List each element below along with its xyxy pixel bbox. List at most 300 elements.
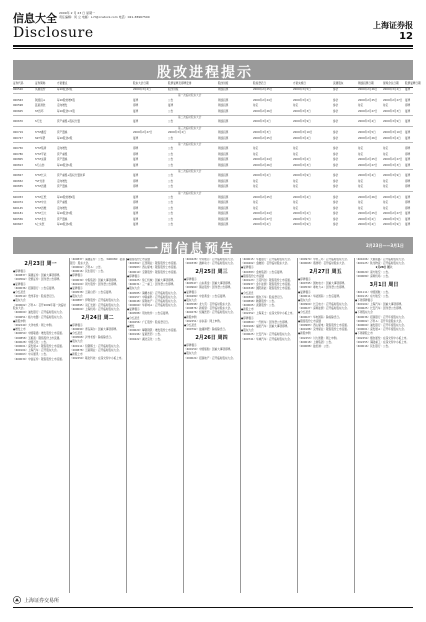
table-row — [13, 137, 413, 142]
news-item: （000001）深发展Ａ：限售股份上市流通。 — [13, 344, 65, 348]
table-cell: 参会 — [333, 109, 339, 113]
table-cell: 600053 — [13, 196, 23, 199]
news-column — [127, 258, 182, 588]
table-row — [13, 120, 413, 125]
table-cell: 复牌 — [405, 131, 411, 135]
table-cell: 复牌 — [133, 223, 139, 226]
table-cell: 每10股送1.5股 — [57, 109, 75, 113]
table-row — [13, 153, 413, 158]
table-cell: 待定 — [383, 185, 389, 189]
table-cell: 000563 — [13, 98, 23, 102]
table-cell: 000598 — [13, 104, 23, 108]
table-cell: 资产置换 — [57, 185, 68, 189]
news-column — [355, 258, 413, 588]
table-cell: 000780 — [13, 152, 23, 156]
table-cell: 参会 — [333, 163, 339, 167]
table-cell: 公告 — [168, 98, 174, 102]
table-cell: 2009年2月27日 — [383, 212, 403, 216]
table-cell: 股改进程 — [168, 88, 179, 91]
news-item: （000539）粤电力Ａ：因刊登公告停牌。 — [298, 286, 347, 290]
table-cell: 网络投票 — [218, 120, 229, 124]
date-heading: 2月26日 周四 — [195, 335, 228, 342]
table-cell: 每10股送2股 — [57, 223, 73, 226]
table-cell: 600074 — [13, 201, 23, 205]
news-item: （600887）伊利股份：召开临时股东大会。 — [70, 299, 122, 303]
table-cell: 网络投票 — [218, 185, 229, 189]
table-cell: 2009年2月27日 — [133, 131, 153, 135]
news-item: ●下周停牌提示 — [355, 298, 373, 302]
news-item: （002249）大洋电机：网上申购。 — [13, 324, 55, 328]
table-header-cell: 现场会议日期 — [383, 82, 399, 85]
table-cell: 参会 — [333, 152, 339, 156]
table-cell: 2009年2月27日 — [253, 217, 273, 221]
table-row — [13, 196, 413, 201]
news-item: （000422）湖北宜化：公告。 — [127, 337, 163, 341]
table-cell: 网络投票 — [218, 206, 229, 210]
news-item: （000895）双汇发展：召开临时股东大会。 — [70, 303, 122, 307]
table-cell: 复牌 — [405, 217, 411, 221]
table-cell: 待定 — [358, 152, 364, 156]
table-cell: 2009年2月26日 — [358, 196, 378, 199]
news-item: （600383）金地集团：公告后复牌。 — [241, 270, 285, 274]
news-item: （600111）包钢稀土：召开临时股东大会。 — [70, 344, 122, 348]
news-item: ●股东大会 — [184, 352, 197, 356]
table-cell: 复牌 — [405, 196, 411, 199]
table-cell: 2009年2月25日 — [358, 98, 378, 102]
table-cell: 停牌 — [405, 147, 411, 151]
news-item: ●下周股东大会 — [355, 311, 373, 315]
table-cell: 2009年3月9日 — [293, 174, 311, 178]
table-cell: S天山纺 — [35, 163, 45, 167]
news-item: ●增发 — [127, 325, 135, 328]
issue-date-line: 2009年 2 月 23 日 星期一 — [59, 11, 96, 15]
news-item: ●分红派息 — [70, 332, 83, 336]
news-item: （600030）中信证券：限售股份上市流通。 — [13, 357, 65, 361]
table-cell: 停牌 — [405, 104, 411, 108]
table-cell: 定向增发 — [57, 179, 68, 183]
news-item: （600050）中国联通：增发股份上市流通。 — [13, 332, 65, 336]
table-cell: 参会 — [333, 206, 339, 210]
news-item: （002254）烟台氨纶：在深交所中小板上市。 — [355, 336, 409, 340]
table-cell: 2009年3月2日 — [293, 158, 311, 162]
news-column — [184, 258, 239, 588]
date-heading: 2月23日 周一 — [24, 261, 57, 267]
table-cell: 公告 — [168, 174, 174, 178]
news-item: （000402）金融街：召开临时股东大会。 — [241, 262, 290, 266]
table-cell: 2009年3月3日 — [383, 109, 401, 113]
table-cell: 2009年2月24日 — [253, 158, 273, 162]
table-cell: 2009年2月25日 — [253, 196, 273, 199]
news-item: （600795）国电电力：因重大事项停牌。 — [298, 282, 347, 286]
table-cell: 参会 — [333, 212, 339, 216]
news-item: （600690）青岛海尔：因重大事项停牌。 — [70, 327, 119, 331]
table-cell: 参会 — [333, 104, 339, 108]
table-cell: 复牌 — [133, 174, 139, 178]
table-cell: 2009年3月10日 — [383, 131, 403, 135]
table-row — [13, 185, 413, 190]
news-item: ●复牌提示 — [13, 282, 26, 286]
table-cell: 2009年3月9日 — [293, 120, 311, 124]
news-item: （000858）五粮液：限售股份上市流通。 — [13, 336, 62, 340]
table-cell: 公告 — [168, 147, 174, 151]
table-cell: 网络投票 — [218, 147, 229, 151]
table-header-cell: 股改进度 — [218, 82, 229, 85]
table-cell: 网络投票 — [218, 136, 229, 140]
table-cell: 凤凰股份 — [35, 88, 46, 91]
news-item: （000425）徐工机械：因重大事项停牌。 — [127, 278, 176, 282]
news-item: ●停牌提示 — [241, 316, 254, 320]
column-divider — [183, 258, 184, 593]
table-cell: 参会 — [333, 158, 339, 162]
table-cell: 待定 — [358, 147, 364, 151]
news-item: （600150）中国船舶：因重大事项停牌。 — [184, 348, 233, 352]
table-cell: 网络投票 — [218, 212, 229, 216]
news-item: （000792）盐湖钾肥：除权除息日。 — [184, 328, 228, 332]
table-header-cell: 方案实施日 — [293, 82, 306, 85]
news-item: ●股东大会 — [241, 329, 254, 333]
news-item: ●复牌提示 — [298, 290, 311, 294]
news-item: （600018）上港集团：公告。 — [298, 340, 334, 344]
news-item: （600011）华能国际：公告后复牌。 — [298, 294, 342, 298]
news-item: ●停牌提示 — [13, 270, 26, 273]
news-item: （002255）海陆重工：在深交所中小板上市。 — [355, 340, 409, 344]
table-cell: S*ST四维 — [35, 206, 47, 210]
table-cell: 2009年3月3日 — [293, 109, 311, 113]
table-cell: 2009年3月2日 — [253, 174, 271, 178]
news-column — [298, 258, 353, 588]
table-cell: 公告 — [168, 196, 174, 199]
table-cell: 000719 — [13, 131, 23, 135]
table-cell: 复牌 — [168, 104, 174, 108]
news-item: （000898）鞍钢股份：公告。 — [241, 299, 277, 303]
table-cell: 待定 — [358, 206, 364, 210]
news-item: （600029）南方航空：公告。 — [355, 270, 391, 274]
table-cell: 公告 — [168, 206, 174, 210]
table-cell: 参会 — [333, 196, 339, 199]
table-cell: 公告 — [168, 136, 174, 140]
table-cell: 2009年2月27日 — [358, 109, 378, 113]
table-cell: 资产重组+股权分置改革 — [57, 174, 86, 178]
table-cell: 停牌 — [133, 147, 139, 151]
news-item: （002252）上海莱士：在深交所中小板上市。 — [241, 312, 295, 316]
date-heading: 2月28日 周六 — [375, 266, 393, 270]
column-divider — [240, 258, 241, 593]
table-cell: 待定 — [253, 152, 259, 156]
table-cell: 复牌 — [405, 109, 411, 113]
news-item: （000002）万科Ａ：召开年度股东大会。 — [355, 319, 404, 323]
news-item: （000039）中集集团：因重大事项停牌。 — [70, 278, 119, 282]
table-cell: 每10股转增2股 — [57, 196, 75, 199]
column-divider — [297, 258, 298, 593]
news-item: （600027）华电国际：除权除息日。 — [298, 315, 342, 319]
table-cell: 复牌 — [133, 109, 139, 113]
table-cell: 复牌 — [405, 174, 411, 178]
table-cell: 2009年3月9日 — [383, 120, 401, 124]
news-item: （000001）深发展Ａ：召开年度股东大会。 — [355, 328, 407, 332]
table-cell: S*ST中达 — [35, 201, 47, 205]
table-cell: 公告 — [168, 152, 174, 156]
table-cell: 网络投票 — [218, 158, 229, 162]
news-item: （600519）贵州茅台：股权登记日。 — [13, 295, 57, 299]
table-header-cell: 股票复牌及停牌安排 — [168, 82, 192, 85]
table-cell: 2009年3月10日 — [293, 131, 313, 135]
table-cell: 2009年3月9日 — [293, 223, 311, 226]
table-cell: 公告 — [168, 201, 174, 205]
table-cell: 2009年3月4日 — [358, 120, 376, 124]
news-item: ●分红派息 — [13, 290, 26, 294]
news-item: ●限售股份上市流通 — [298, 319, 322, 323]
news-item: ●限售股份上市流通 — [127, 258, 151, 261]
table-row — [13, 147, 413, 152]
news-item: ●停牌提示 — [298, 277, 311, 281]
table-cell: 2009年2月27日 — [383, 158, 403, 162]
table-cell: 第一次临时股东大会 — [178, 94, 202, 98]
table-cell: 网络投票 — [218, 179, 229, 183]
table-cell: 复牌 — [133, 163, 139, 167]
table-cell: 600607 — [13, 223, 23, 226]
news-item: （600741）华域汽车：召开临时股东大会。 — [241, 337, 293, 341]
news-item: （000970）中科三环：召开临时股东大会。 — [298, 258, 350, 261]
news-item: （600598）北大荒：召开临时股东大会。 — [184, 303, 233, 307]
news-item: （600188）兖州煤业：限售股份上市流通。 — [298, 328, 350, 332]
table-cell: 资产重组 — [57, 201, 68, 205]
table-cell: 陕国投Ａ — [35, 98, 46, 102]
table-row — [13, 131, 413, 136]
news-item: （000876）新希望：召开临时股东大会。 — [184, 307, 233, 311]
issue-info — [59, 11, 150, 19]
table-cell: 待定 — [293, 179, 299, 183]
date-heading: 2月24日 周二 — [81, 314, 114, 321]
news-item: （600428）中远航运：召开临时股东大会。 — [184, 258, 236, 261]
table-cell: 公告 — [168, 158, 174, 162]
column-divider — [126, 258, 127, 593]
table-cell: 每10股送1股 — [57, 163, 73, 167]
table-cell: S*ST四通 — [35, 185, 47, 189]
table-cell: 复牌 — [405, 120, 411, 124]
table-row — [13, 88, 413, 93]
table-cell: 2009年2月25日 — [358, 212, 378, 216]
news-item: （600036）招商银行：召开年度股东大会。 — [355, 315, 407, 319]
news-item: ●股东大会 — [70, 340, 83, 344]
table-cell: 2009年3月5日 — [383, 217, 401, 221]
sse-notice — [13, 596, 143, 605]
table-cell: 网络投票 — [218, 201, 229, 205]
table-cell: S*ST江纸 — [35, 196, 47, 199]
weekly-date-range: 2月23日——3月1日 — [366, 243, 404, 248]
table-cell: *ST龙涤 — [35, 179, 45, 183]
news-item: ●新股上市 — [241, 308, 254, 312]
news-item: ●复牌提示 — [127, 308, 140, 312]
masthead-rule — [13, 45, 413, 47]
disclosure-heading: Disclosure — [13, 25, 94, 41]
editor-line: 责任编辑：何 立 电邮：L.H@cnstock.com 电话：021-38967500 — [59, 15, 150, 19]
table-row — [13, 158, 413, 163]
table-cell: 待定 — [293, 104, 299, 108]
table-cell: 2009年2月24日 — [253, 212, 273, 216]
news-item: （000088）盐田港：公告。 — [298, 344, 332, 348]
table-cell: 600556 — [13, 217, 23, 221]
news-item: （600036）招商银行：公告后复牌。 — [13, 286, 57, 290]
news-item: （600031）三一重工：因刊登公告停牌。 — [127, 283, 176, 287]
table-cell: S*ST集琦 — [35, 147, 47, 151]
table-cell: 2009年2月26日 — [253, 163, 273, 167]
table-cell: S天发 — [35, 120, 42, 124]
news-item: （000625）长安汽车：因刊登公告停牌。 — [355, 307, 404, 311]
table-cell: 停牌 — [405, 179, 411, 183]
table-cell: 000835 — [13, 185, 23, 189]
table-cell: 复牌 — [405, 136, 411, 140]
table-cell: 2009年2月26日 — [253, 109, 273, 113]
table-cell: 待定 — [358, 104, 364, 108]
masthead-rule-thin — [13, 48, 413, 49]
table-cell: 资产重组+股权分置 — [57, 120, 80, 124]
table-cell: 复牌 — [405, 98, 411, 102]
newspaper-name: 上海证券报 — [373, 20, 413, 30]
table-cell: 公告 — [168, 217, 174, 221]
table-cell: 停牌 — [133, 179, 139, 183]
table-cell: 停牌 — [405, 206, 411, 210]
news-item: （000002）万科Ａ：召开2009年第一次临时股东大会。 — [13, 303, 66, 311]
table-cell: 网络投票 — [218, 174, 229, 178]
table-cell: 参会 — [333, 147, 339, 151]
table-row — [13, 218, 413, 223]
table-cell: 第一次临时股东大会 — [178, 191, 202, 195]
news-item: （600015）华夏银行：召开临时股东大会。 — [241, 258, 293, 261]
news-item: （000157）中联重科：召开临时股东大会。 — [127, 295, 179, 299]
table-row — [13, 110, 413, 115]
table-row — [13, 212, 413, 217]
table-cell: 停牌 — [133, 201, 139, 205]
table-cell: 待定 — [253, 201, 259, 205]
news-item: （002253）川大智胜：网上申购。 — [298, 336, 340, 340]
table-cell: 2009年3月2日 — [293, 212, 311, 216]
table-cell: 资产置换 — [57, 217, 68, 221]
table-header-cell: 股权登记日 — [253, 82, 266, 85]
news-item: ●股东大会 — [298, 298, 311, 302]
sse-logo-icon — [13, 596, 21, 604]
table-cell: 停牌 — [405, 201, 411, 205]
table-cell: 2009年2月25日 — [253, 88, 273, 91]
table-cell: 复牌 — [133, 158, 139, 162]
table-cell: 网络投票 — [218, 109, 229, 113]
table-cell: 待定 — [383, 152, 389, 156]
table-cell: 2009年2月27日 — [383, 98, 403, 102]
table-cell: SST华塑 — [35, 136, 46, 140]
table-cell: 待定 — [253, 147, 259, 151]
table-cell: 2009年3月4日 — [293, 136, 311, 140]
table-cell: 复牌 — [133, 196, 139, 199]
table-cell: 公告 — [168, 179, 174, 183]
table-cell: 网络投票 — [218, 217, 229, 221]
table-row — [13, 207, 413, 212]
news-item: （600115）东方航空：公告。 — [355, 294, 391, 298]
table-cell: 2009年2月25日 — [358, 158, 378, 162]
table-cell: 待定 — [358, 201, 364, 205]
news-item: ●股东大会 — [127, 287, 140, 291]
sse-name: 上海证券交易所 — [24, 598, 60, 604]
table-header-cell: 股票复牌日期 — [405, 82, 421, 85]
news-item: （600348）国阳新能：限售股份上市流通。 — [241, 287, 293, 291]
table-cell: 参会 — [333, 136, 339, 140]
news-item: （002250）联化科技：在深交所中小板上市。 — [70, 357, 124, 361]
news-item: ●新股上市 — [70, 352, 83, 356]
news-item: （000069）华侨城Ａ：召开临时股东大会。 — [127, 304, 179, 308]
news-item: （600048）保利地产：召开临时股东大会。 — [127, 299, 179, 303]
table-cell: 复牌 — [405, 212, 411, 216]
table-header-cell: 股东大会日期 — [133, 82, 149, 85]
news-item: （600256）广汇股份：股权登记日。 — [127, 320, 171, 324]
news-item: （601006）大秦铁路：召开临时股东大会。 — [355, 258, 407, 261]
table-cell: 2009年3月5日 — [293, 88, 311, 91]
table-cell: 参会 — [333, 120, 339, 124]
news-item: （600900）长江电力：召开临时股东大会。 — [298, 303, 350, 307]
news-item: （000629）攀钢钢钒：增发股份上市流通。 — [127, 329, 179, 333]
table-cell: 停牌 — [405, 185, 411, 189]
news-item: ●停牌提示 — [184, 277, 197, 281]
table-cell: 停牌 — [405, 152, 411, 156]
table-cell: 资产重组 — [57, 152, 68, 156]
table-cell: 2009年3月3日 — [383, 163, 401, 167]
table-cell: 定向增发 — [57, 104, 68, 108]
table-cell: 资产置换 — [57, 131, 68, 135]
news-item: （600100）同方股份：因刊登公告停牌。 — [70, 282, 119, 286]
news-column — [13, 258, 68, 588]
news-item: ●新股申购 — [298, 332, 311, 336]
news-item: （000960）锡业股份：因刊登公告停牌。 — [184, 286, 233, 290]
table-cell: S*ST炎黄 — [35, 158, 47, 162]
table-cell: 2009年2月24日 — [253, 98, 273, 102]
table-cell: 2009年2月25日 — [253, 136, 273, 140]
news-item: ●分红派息 — [127, 316, 140, 320]
table-cell: 600145 — [13, 206, 23, 210]
table-cell: 公告 — [168, 120, 174, 124]
table-cell: 000832 — [13, 179, 23, 183]
column-divider — [354, 258, 355, 593]
table-cell: 停牌 — [133, 185, 139, 189]
table-cell: S*ST平能 — [35, 152, 47, 156]
news-item: （600837）海通证券：公告。（600036）招商银行：股东大会。 — [70, 258, 125, 265]
news-item: ●增发上市 — [13, 328, 26, 332]
table-cell: 参会 — [333, 179, 339, 183]
news-item: ●股东大会 — [70, 295, 83, 299]
news-item: ●分红派息 — [241, 291, 254, 295]
news-item: （600588）用友软件：公告后复牌。 — [127, 312, 171, 316]
news-item: （600547）山东黄金：因重大事项停牌。 — [184, 282, 233, 286]
table-cell: 2009年3月4日 — [383, 136, 401, 140]
table-row — [13, 99, 413, 104]
news-item: ●分红派息 — [184, 324, 197, 328]
table-cell: 定向增发 — [57, 206, 68, 210]
news-item: （600028）中国石化：公告。 — [13, 340, 49, 344]
news-item: （600104）上海汽车：召开股东大会。 — [13, 349, 60, 353]
news-item: ●新股申购 — [13, 319, 26, 323]
news-item: （600005）武钢股份：公告。 — [241, 304, 277, 308]
news-item: （600196）复星医药：公告。 — [127, 333, 163, 337]
news-item: ●复牌提示 — [241, 266, 254, 270]
table-row — [13, 174, 413, 179]
news-item: ●股东大会 — [184, 298, 197, 302]
table-cell: 600181 — [13, 212, 23, 216]
news-item: （600016）民生银行：公告。 — [355, 344, 391, 348]
table-cell: 2009年3月2日 — [133, 88, 151, 91]
table-cell: 待定 — [358, 179, 364, 183]
news-item: （002251）步步高：网上申购。 — [184, 319, 223, 323]
table-cell: 网络投票 — [218, 131, 229, 135]
news-item: ●停牌提示 — [127, 274, 140, 278]
table-cell: 参会 — [333, 98, 339, 102]
news-item: ●下周新股上市 — [355, 332, 373, 336]
news-item: ●新股申购 — [184, 315, 197, 319]
